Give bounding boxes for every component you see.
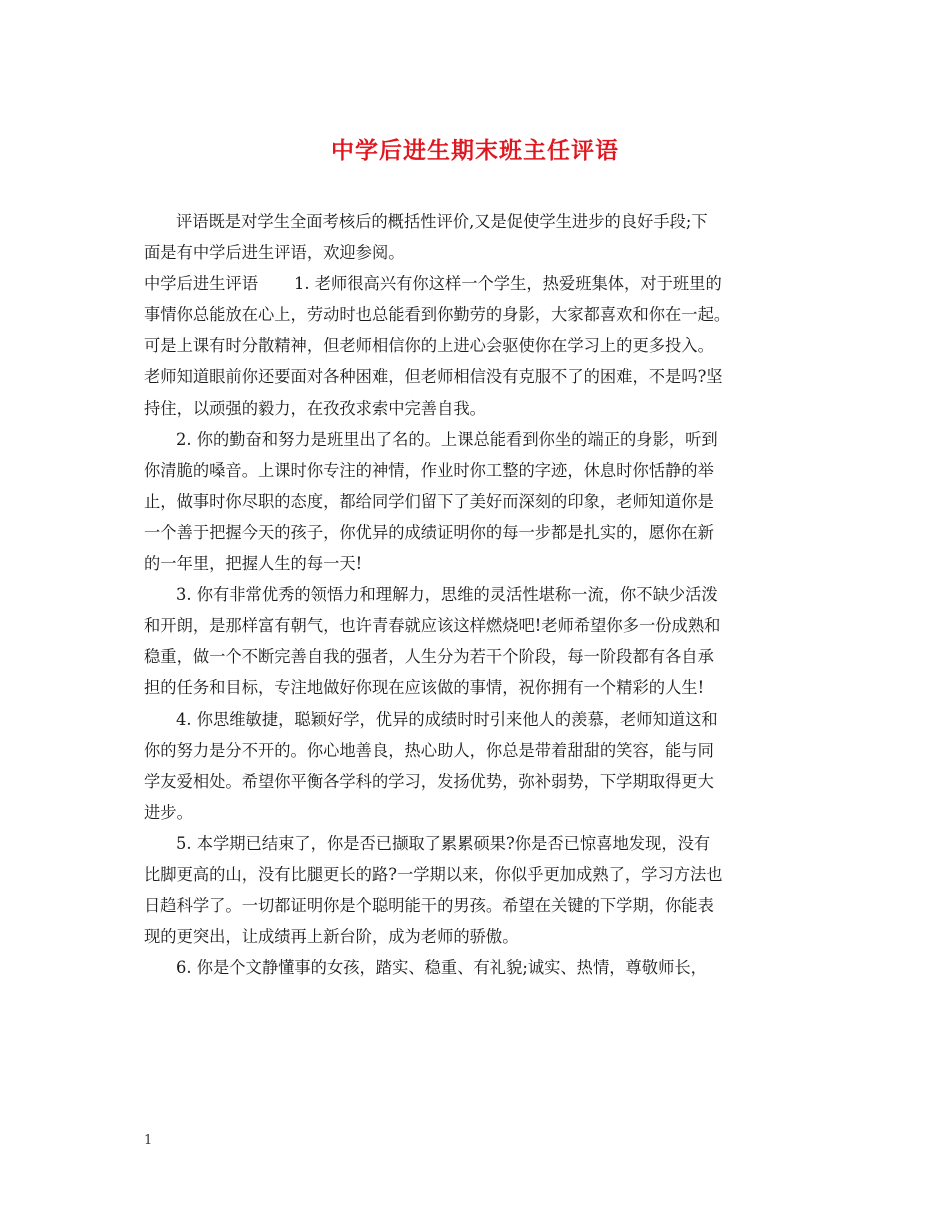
paragraph-line: 老师知道眼前你还要面对各种困难，但老师相信没有克服不了的困难，不是吗?坚 <box>144 367 723 387</box>
paragraph-line <box>144 268 814 299</box>
paragraph-line: 你的努力是分不开的。你心地善良，热心助人，你总是带着甜甜的笑容，能与同 <box>144 740 714 760</box>
paragraph-line: 2. 你的勤奋和努力是班里出了名的。上课总能看到你坐的端正的身影，听到 <box>176 429 718 449</box>
paragraph-line: 评语既是对学生全面考核后的概括性评价,又是促使学生进步的良好手段;下 <box>176 212 708 231</box>
paragraph-line: 3. 你有非常优秀的领悟力和理解力，思维的灵活性堪称一流，你不缺少活泼 <box>176 585 718 605</box>
paragraph-line: 事情你总能放在心上，劳动时也总能看到你勤劳的身影，大家都喜欢和你在一起。 <box>144 305 731 325</box>
paragraph-line: 可是上课有时分散精神，但老师相信你的上进心会驱使你在学习上的更多投入。 <box>144 336 714 356</box>
paragraph-line: 现的更突出，让成绩再上新台阶，成为老师的骄傲。 <box>144 927 519 947</box>
paragraph-line: 比脚更高的山，没有比腿更长的路?一学期以来，你似乎更加成熟了，学习方法也 <box>144 864 723 884</box>
paragraph-line: 6. 你是个文静懂事的女孩，踏实、稳重、有礼貌;诚实、热情，尊敬师长， <box>176 958 707 978</box>
paragraph-line: 学友爱相处。希望你平衡各学科的学习，发扬优势，弥补弱势，下学期取得更大 <box>144 771 714 791</box>
paragraph-line: 担的任务和目标，专注地做好你现在应该做的事情，祝你拥有一个精彩的人生! <box>144 678 705 698</box>
paragraph-line: 日趋科学了。一切都证明你是个聪明能干的男孩。希望在关键的下学期，你能表 <box>144 896 714 916</box>
document-body <box>144 206 814 983</box>
paragraph-line: 5. 本学期已结束了，你是否已撷取了累累硕果?你是否已惊喜地发现，没有 <box>176 833 711 853</box>
paragraph-line: 持住，以顽强的毅力，在孜孜求索中完善自我。 <box>144 398 486 418</box>
paragraph-line: 4. 你思维敏捷，聪颖好学，优异的成绩时时引来他人的羡慕，老师知道这和 <box>176 709 718 729</box>
paragraph-text: 1. 老师很高兴有你这样一个学生，热爱班集体，对于班里的 <box>293 274 722 294</box>
page-number: 1 <box>144 1133 153 1148</box>
paragraph-line: 和开朗，是那样富有朝气，也许青春就应该这样燃烧吧!老师希望你多一份成熟和 <box>144 616 721 636</box>
paragraph-line: 一个善于把握今天的孩子，你优异的成绩证明你的每一步都是扎实的，愿你在新 <box>144 522 714 542</box>
document-title: 中学后进生期末班主任评语 <box>331 137 619 164</box>
paragraph-line: 稳重，做一个不断完善自我的强者，人生分为若干个阶段，每一阶段都有各自承 <box>144 647 714 667</box>
paragraph-line: 的一年里，把握人生的每一天! <box>144 554 363 574</box>
section-label: 中学后进生评语 <box>144 274 258 294</box>
paragraph-line: 你清脆的嗓音。上课时你专注的神情，作业时你工整的字迹，休息时你恬静的举 <box>144 460 714 480</box>
paragraph-line: 进步。 <box>144 802 193 822</box>
paragraph-line: 面是有中学后进生评语，欢迎参阅。 <box>144 243 405 263</box>
paragraph-line: 止，做事时你尽职的态度，都给同学们留下了美好而深刻的印象，老师知道你是 <box>144 491 714 511</box>
